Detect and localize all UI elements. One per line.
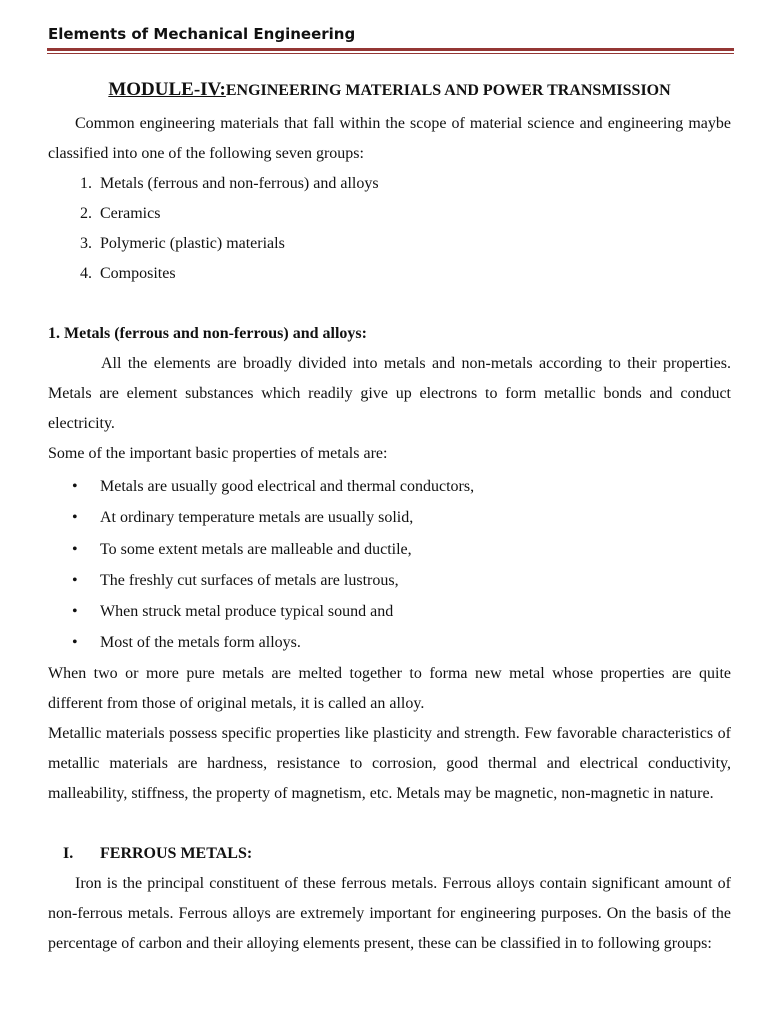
list-item-text: At ordinary temperature metals are usually solid, — [100, 509, 414, 527]
list-item-text: The freshly cut surfaces of metals are lustrous, — [100, 571, 399, 589]
list-item — [48, 534, 731, 565]
running-header: Elements of Mechanical Engineering — [48, 25, 356, 43]
list-item-text: To some extent metals are malleable and ductile, — [100, 540, 412, 558]
bullet-icon: • — [72, 634, 78, 652]
header-rule-thin — [47, 53, 734, 54]
list-item — [48, 502, 731, 533]
list-item — [48, 229, 731, 259]
metallic-materials-paragraph: Metallic materials possess specific properties like plasticity and strength. Few favorable characteristics of metallic materials are hardness, resistance to corrosion, good thermal and electrical conductivity, malleability, stiffness, the property of magnetism, etc. Metals may be magnetic, non-magnetic in nature. — [48, 724, 731, 802]
document-body — [48, 76, 731, 959]
metal-properties-list — [48, 471, 731, 659]
bullet-icon: • — [72, 571, 78, 589]
list-item — [48, 565, 731, 596]
list-item-text: Polymeric (plastic) materials — [100, 235, 285, 252]
material-groups-list — [48, 169, 731, 289]
roman-numeral: I. — [63, 844, 74, 862]
ferrous-section-heading — [48, 839, 731, 869]
bullet-icon: • — [72, 478, 78, 495]
intro-paragraph: Common engineering materials that fall within the scope of material science and engineering maybe classified into one of the following seven groups: — [48, 115, 731, 162]
list-item-text: Metals are usually good electrical and thermal conductors, — [100, 478, 475, 495]
list-item-text: Most of the metals form alloys. — [100, 634, 301, 652]
bullet-icon: • — [72, 603, 78, 621]
list-item — [48, 169, 731, 199]
bullet-icon: • — [72, 540, 78, 558]
properties-intro: Some of the important basic properties of metals are: — [48, 445, 388, 462]
alloy-paragraph: When two or more pure metals are melted together to forma new metal whose properties are quite different from those of original metals, it is called an alloy. — [48, 664, 731, 712]
list-number: 1. — [80, 175, 92, 192]
module-title — [48, 76, 731, 105]
list-number: 3. — [80, 235, 92, 252]
list-item-text: Composites — [100, 265, 176, 282]
metals-paragraph: All the elements are broadly divided into metals and non-metals according to their properties. Metals are element substances which readily give up electrons to form metallic bonds and conduct electricity. — [48, 355, 731, 432]
ferrous-heading-text: FERROUS METALS: — [100, 844, 253, 862]
ferrous-paragraph: Iron is the principal constituent of these ferrous metals. Ferrous alloys contain significant amount of non-ferrous metals. Ferrous alloys are extremely important for engineering purposes. On the basis of the percentage of carbon and their alloying elements present, these can be classified in to following groups: — [48, 874, 731, 952]
module-title-main: MODULE-IV: — [108, 79, 226, 100]
list-item — [48, 471, 731, 502]
list-number: 4. — [80, 265, 92, 282]
header-rule-thick — [47, 48, 734, 51]
list-item — [48, 596, 731, 627]
list-item-text: When struck metal produce typical sound and — [100, 603, 394, 621]
list-number: 2. — [80, 205, 92, 222]
module-title-rest: ENGINEERING MATERIALS AND POWER TRANSMISSION — [225, 82, 671, 99]
list-item — [48, 259, 731, 289]
bullet-icon: • — [72, 509, 78, 527]
list-item — [48, 199, 731, 229]
metals-section-heading: 1. Metals (ferrous and non-ferrous) and alloys: — [48, 325, 367, 342]
list-item-text: Metals (ferrous and non-ferrous) and alloys — [100, 175, 379, 192]
list-item-text: Ceramics — [100, 205, 161, 222]
list-item — [48, 627, 731, 658]
